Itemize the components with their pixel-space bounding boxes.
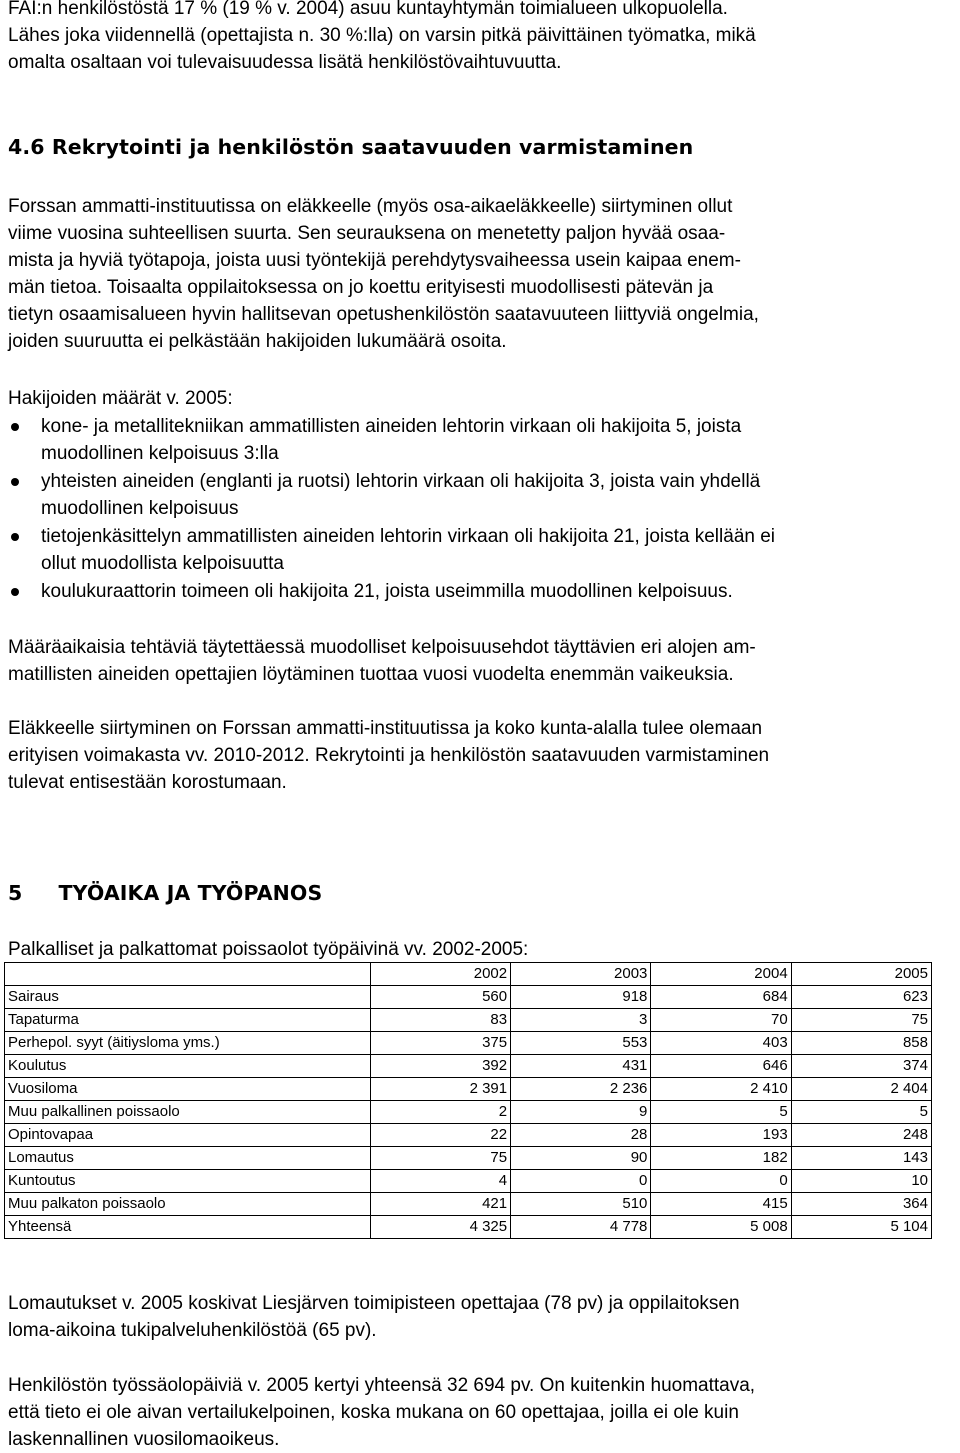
table-row	[5, 1101, 932, 1124]
list-item-line: koulukuraattorin toimeen oli hakijoita 21, joista useimmilla muodollinen kelpoisuus.	[41, 581, 733, 602]
row-label: Lomautus	[5, 1147, 371, 1170]
section-5-heading: 5 TYÖAIKA JA TYÖPANOS	[8, 881, 323, 905]
table-cell: 858	[791, 1032, 931, 1055]
table-cell: 4 325	[370, 1216, 510, 1239]
bullet-icon	[11, 423, 19, 431]
table-cell: 403	[651, 1032, 791, 1055]
table-cell: 415	[651, 1193, 791, 1216]
table-title: Palkalliset ja palkattomat poissaolot työpäivinä vv. 2002-2005:	[8, 939, 529, 960]
row-label: Muu palkallinen poissaolo	[5, 1101, 371, 1124]
table-cell: 5	[651, 1101, 791, 1124]
list-item	[8, 578, 952, 605]
table-cell: 623	[791, 986, 931, 1009]
table-cell: 9	[511, 1101, 651, 1124]
table-header-year: 2004	[651, 963, 791, 986]
paragraph-line: tulevat entisestään korostumaan.	[8, 772, 287, 793]
row-label: Yhteensä	[5, 1216, 371, 1239]
table-header-year: 2002	[370, 963, 510, 986]
applicants-list	[8, 413, 952, 606]
table-cell: 5 104	[791, 1216, 931, 1239]
row-label: Vuosiloma	[5, 1078, 371, 1101]
table-header-year: 2003	[511, 963, 651, 986]
table-cell: 22	[370, 1124, 510, 1147]
table-cell: 2 236	[511, 1078, 651, 1101]
list-item	[8, 413, 952, 467]
table-cell: 5 008	[651, 1216, 791, 1239]
paragraph-line: matillisten aineiden opettajien löytäminen tuottaa vuosi vuodelta enemmän vaikeuksia.	[8, 664, 734, 685]
table-row	[5, 1055, 932, 1078]
table-cell: 2 391	[370, 1078, 510, 1101]
section-4-6-paragraph	[8, 193, 759, 355]
applicants-list-title: Hakijoiden määrät v. 2005:	[8, 388, 233, 409]
table-cell: 4 778	[511, 1216, 651, 1239]
table-cell: 3	[511, 1009, 651, 1032]
table-cell: 90	[511, 1147, 651, 1170]
recruitment-difficulty-paragraph	[8, 634, 756, 688]
table-cell: 70	[651, 1009, 791, 1032]
intro-paragraph	[8, 0, 756, 76]
list-item-line: muodollinen kelpoisuus 3:lla	[41, 443, 279, 464]
paragraph-line: tietyn osaamisalueen hyvin hallitsevan opetushenkilöstön saatavuuteen liittyviä ongelmia,	[8, 304, 759, 325]
table-cell: 143	[791, 1147, 931, 1170]
table-cell: 193	[651, 1124, 791, 1147]
table-cell: 2 410	[651, 1078, 791, 1101]
table-row	[5, 1032, 932, 1055]
intro-line: FAI:n henkilöstöstä 17 % (19 % v. 2004) asuu kuntayhtymän toimialueen ulkopuolella.	[8, 0, 728, 19]
bullet-icon	[11, 588, 19, 596]
row-label: Opintovapaa	[5, 1124, 371, 1147]
row-label: Koulutus	[5, 1055, 371, 1078]
table-header-year: 2005	[791, 963, 931, 986]
table-cell: 83	[370, 1009, 510, 1032]
table-row	[5, 1009, 932, 1032]
absences-table	[4, 962, 932, 1239]
table-cell: 248	[791, 1124, 931, 1147]
section-4-6-heading: 4.6 Rekrytointi ja henkilöstön saatavuuden varmistaminen	[8, 135, 694, 159]
paragraph-line: Forssan ammatti-instituutissa on eläkkeelle (myös osa-aikaeläkkeelle) siirtyminen ollut	[8, 196, 733, 217]
row-label: Kuntoutus	[5, 1170, 371, 1193]
table-row	[5, 1170, 932, 1193]
list-item-line: ollut muodollista kelpoisuutta	[41, 553, 284, 574]
table-cell: 421	[370, 1193, 510, 1216]
row-label: Tapaturma	[5, 1009, 371, 1032]
table-cell: 4	[370, 1170, 510, 1193]
intro-line: Lähes joka viidennellä (opettajista n. 30 %:lla) on varsin pitkä päivittäinen työmatka, mikä	[8, 25, 756, 46]
table-cell: 684	[651, 986, 791, 1009]
table-cell: 918	[511, 986, 651, 1009]
list-item	[8, 468, 952, 522]
list-item-line: muodollinen kelpoisuus	[41, 498, 239, 519]
intro-line: omalta osaltaan voi tulevaisuudessa lisätä henkilöstövaihtuvuutta.	[8, 52, 562, 73]
bullet-icon	[11, 478, 19, 486]
table-cell: 0	[511, 1170, 651, 1193]
table-header-row	[5, 963, 932, 986]
table-cell: 28	[511, 1124, 651, 1147]
paragraph-line: Lomautukset v. 2005 koskivat Liesjärven toimipisteen opettajaa (78 pv) ja oppilaitoksen	[8, 1293, 740, 1314]
table-cell: 431	[511, 1055, 651, 1078]
table-total-row	[5, 1216, 932, 1239]
workdays-note	[8, 1372, 755, 1453]
paragraph-line: että tieto ei ole aivan vertailukelpoinen, koska mukana on 60 opettajaa, joilla ei ole kuin	[8, 1402, 739, 1423]
table-cell: 553	[511, 1032, 651, 1055]
paragraph-line: laskennallinen vuosilomaoikeus.	[8, 1429, 280, 1450]
list-item-line: yhteisten aineiden (englanti ja ruotsi) lehtorin virkaan oli hakijoita 3, joista vain yhdellä	[41, 471, 761, 492]
retirement-paragraph	[8, 715, 769, 796]
table-cell: 646	[651, 1055, 791, 1078]
paragraph-line: Määräaikaisia tehtäviä täytettäessä muodolliset kelpoisuusehdot täyttävien eri alojen am-	[8, 637, 756, 658]
row-label: Sairaus	[5, 986, 371, 1009]
table-cell: 560	[370, 986, 510, 1009]
list-item	[8, 523, 952, 577]
table-row	[5, 1147, 932, 1170]
table-cell: 75	[370, 1147, 510, 1170]
list-item-line: kone- ja metallitekniikan ammatillisten aineiden lehtorin virkaan oli hakijoita 5, joista	[41, 416, 742, 437]
bullet-icon	[11, 533, 19, 541]
table-cell: 10	[791, 1170, 931, 1193]
table-row	[5, 1078, 932, 1101]
table-cell: 374	[791, 1055, 931, 1078]
table-cell: 0	[651, 1170, 791, 1193]
paragraph-line: Henkilöstön työssäolopäiviä v. 2005 kertyi yhteensä 32 694 pv. On kuitenkin huomattava,	[8, 1375, 756, 1396]
table-cell: 392	[370, 1055, 510, 1078]
table-row	[5, 986, 932, 1009]
paragraph-line: loma-aikoina tukipalveluhenkilöstöä (65 pv).	[8, 1320, 377, 1341]
table-cell: 2	[370, 1101, 510, 1124]
row-label: Perhepol. syyt (äitiysloma yms.)	[5, 1032, 371, 1055]
layoffs-note	[8, 1290, 740, 1344]
table-cell: 375	[370, 1032, 510, 1055]
paragraph-line: män tietoa. Toisaalta oppilaitoksessa on jo koettu erityisesti muodollisesti pätevän ja	[8, 277, 714, 298]
list-item-line: tietojenkäsittelyn ammatillisten aineiden lehtorin virkaan oli hakijoita 21, joista kellään ei	[41, 526, 776, 547]
table-row	[5, 1193, 932, 1216]
paragraph-line: joiden suuruutta ei pelkästään hakijoiden lukumäärä osoita.	[8, 331, 507, 352]
paragraph-line: viime vuosina suhteellisen suurta. Sen seurauksena on menetetty paljon hyvää osaa-	[8, 223, 726, 244]
paragraph-line: mista ja hyviä työtapoja, joista uusi työntekijä perehdytysvaiheessa usein kaipaa enem-	[8, 250, 741, 271]
row-label: Muu palkaton poissaolo	[5, 1193, 371, 1216]
table-cell: 75	[791, 1009, 931, 1032]
table-header-blank	[5, 963, 371, 986]
table-cell: 5	[791, 1101, 931, 1124]
table-cell: 364	[791, 1193, 931, 1216]
paragraph-line: Eläkkeelle siirtyminen on Forssan ammatti-instituutissa ja koko kunta-alalla tulee olemaan	[8, 718, 763, 739]
table-cell: 182	[651, 1147, 791, 1170]
table-cell: 2 404	[791, 1078, 931, 1101]
paragraph-line: erityisen voimakasta vv. 2010-2012. Rekrytointi ja henkilöstön saatavuuden varmistaminen	[8, 745, 770, 766]
table-cell: 510	[511, 1193, 651, 1216]
table-row	[5, 1124, 932, 1147]
